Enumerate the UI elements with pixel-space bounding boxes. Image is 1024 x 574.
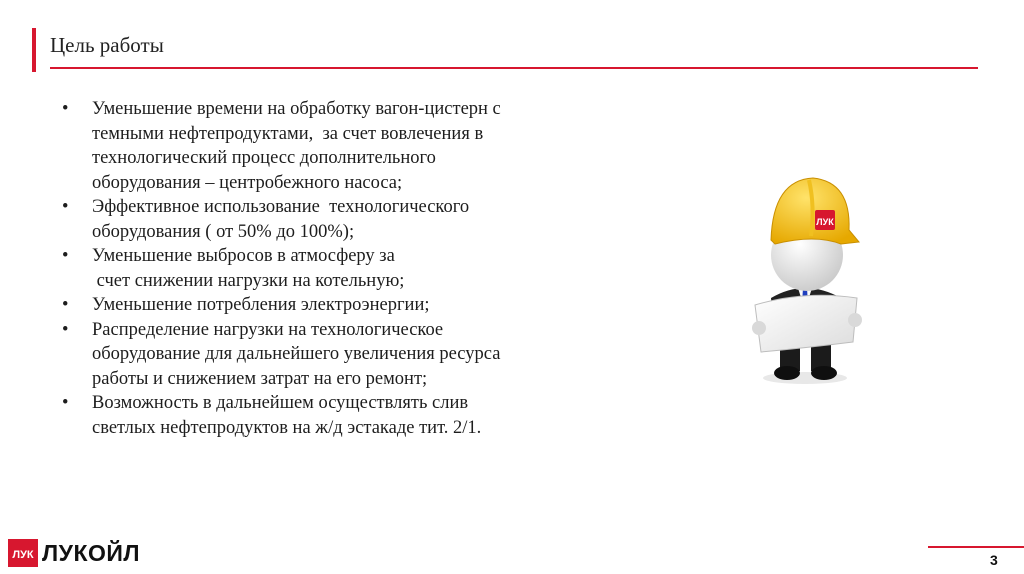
bullet-item (60, 244, 640, 293)
title-divider (50, 67, 978, 69)
bullet-marker: • (62, 319, 69, 340)
bullet-text-line: счет снижении нагрузки на котельную; (92, 270, 405, 291)
bullet-text-line: оборудование для дальнейшего увеличения ресурса (92, 344, 501, 364)
bullet-text-line: Эффективное использование технологического (92, 197, 470, 217)
bullet-text-line: Распределение нагрузки на технологическое (92, 319, 444, 340)
bullet-marker: • (62, 99, 69, 119)
bullet-item (60, 293, 640, 318)
bullet-text-line: Уменьшение времени на обработку вагон-цистерн с (92, 99, 501, 119)
bullet-text-line: темными нефтепродуктами, за счет вовлечения в (92, 123, 484, 144)
bullet-item (60, 391, 640, 440)
bullet-item (60, 318, 640, 392)
slide-title: Цель работы (50, 33, 164, 57)
bullet-text-line: Уменьшение выбросов в атмосферу за (92, 246, 395, 266)
bullet-text-line: технологический процесс дополнительного (92, 148, 436, 168)
worker-in-hard-hat-holding-blank-sheet-icon (745, 170, 875, 390)
bullet-text-line: оборудования – центробежного насоса; (92, 172, 403, 193)
bullet-marker: • (62, 246, 69, 266)
svg-text:ЛУК: ЛУК (816, 217, 834, 227)
footer-divider (928, 546, 1024, 548)
bullet-marker: • (62, 295, 69, 315)
lukoil-mark-icon (8, 539, 38, 567)
bullet-text-line: оборудования ( от 50% до 100%); (92, 221, 355, 242)
bullet-list (60, 97, 640, 440)
bullet-marker: • (62, 197, 69, 217)
svg-text:ЛУК: ЛУК (12, 549, 34, 561)
bullet-text-line: Возможность в дальнейшем осуществлять слив (92, 393, 469, 413)
bullet-text-line: Уменьшение потребления электроэнергии; (92, 295, 430, 315)
title-accent-bar (32, 28, 36, 72)
page-number: 3 (990, 552, 998, 568)
bullet-text-line: работы и снижением затрат на его ремонт; (92, 368, 428, 389)
bullet-marker: • (62, 393, 69, 413)
bullet-item (60, 97, 640, 195)
bullet-item (60, 195, 640, 244)
lukoil-logo (8, 538, 140, 568)
logo-wordmark: ЛУКОЙЛ (42, 539, 141, 566)
bullet-text-line: светлых нефтепродуктов на ж/д эстакаде тит. 2/1. (92, 417, 482, 438)
